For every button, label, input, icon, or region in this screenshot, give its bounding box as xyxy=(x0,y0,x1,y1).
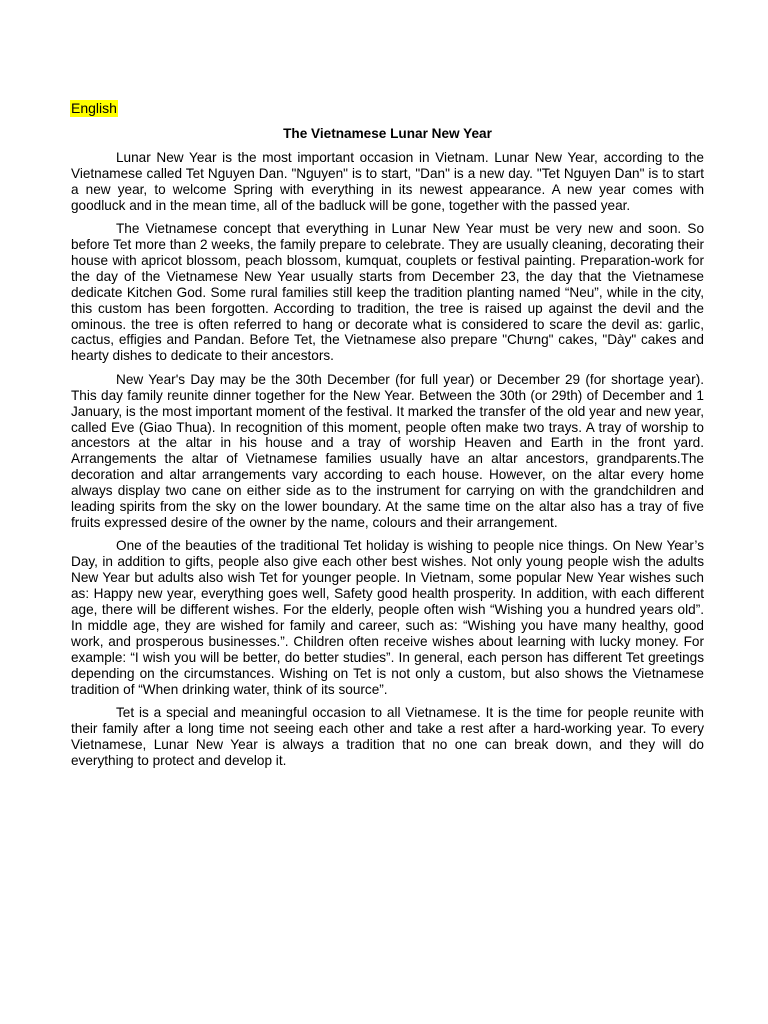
paragraph-intro: Lunar New Year is the most important occasion in Vietnam. Lunar New Year, according to the Vietnamese called Tet Nguyen Dan. "Nguyen" is to start, "Dan" is a new day. "Tet Nguyen Dan" is to start a new year, to welcome Spring with everything in its newest appearance. A new year comes with goodluck and in the mean time, all of the badluck will be gone, together with the passed year. xyxy=(71,150,704,213)
paragraph-wishes: One of the beauties of the traditional Tet holiday is wishing to people nice things. On New Year’s Day, in addition to gifts, people also give each other best wishes. Not only young people wish the adults New Year but adults also wish Tet for younger people. In Vietnam, some popular New Year wishes such as: Happy new year, everything goes well, Safety good health prosperity. In addition, with each different age, there will be different wishes. For the elderly, people often wish “Wishing you a hundred years old”. In middle age, they are wished for family and career, such as: “Wishing you have many healthy, good work, and prosperous businesses.”. Children often receive wishes about learning with lucky money. For example: “I wish you will be better, do better studies”. In general, each person has different Tet greetings depending on the circumstances. Wishing on Tet is not only a custom, but also shows the Vietnamese tradition of “When drinking water, think of its source”. xyxy=(71,538,704,697)
paragraph-preparation: The Vietnamese concept that everything in Lunar New Year must be very new and soon. So before Tet more than 2 weeks, the family prepare to celebrate. They are usually cleaning, decorating their house with apricot blossom, peach blossom, kumquat, couplets or festival painting. Preparation-work for the day of the Vietnamese New Year usually starts from December 23, the day that the Vietnamese dedicate Kitchen God. Some rural families still keep the tradition planting named “Neu”, while in the city, this custom has been forgotten. According to tradition, the tree is raised up against the devil and the ominous. the tree is often referred to hang or decorate what is considered to scare the devil as: garlic, cactus, effigies and Pandan. Before Tet, the Vietnamese also prepare "Chưng" cakes, "Dày" cakes and hearty dishes to dedicate to their ancestors. xyxy=(71,221,704,364)
paragraph-conclusion: Tet is a special and meaningful occasion to all Vietnamese. It is the time for people reunite with their family after a long time not seeing each other and take a rest after a hard-working year. To every Vietnamese, Lunar New Year is always a tradition that no one can break down, and they will do everything to protect and develop it. xyxy=(71,704,704,768)
language-tag-row xyxy=(71,100,704,125)
language-tag: English xyxy=(71,100,117,116)
document-title: The Vietnamese Lunar New Year xyxy=(283,126,492,141)
paragraph-new-years-day: New Year's Day may be the 30th December (for full year) or December 29 (for shortage year). This day family reunite dinner together for the New Year. Between the 30th (or 29th) of December and 1 January, is the most important moment of the festival. It marked the transfer of the old year and new year, called Eve (Giao Thua). In recognition of this moment, people often make two trays. A tray of worship to ancestors at the altar in his house and a tray of worship Heaven and Earth in the front yard. Arrangements the altar of Vietnamese families usually have an altar ancestors, grandparents.The decoration and altar arrangements vary according to each house. However, on the altar every home always display two cane on either side as to the instrument for carrying on with the grandchildren and leading spirits from the sky on the lower boundary. At the same time on the altar also has a tray of five fruits expressed desire of the owner by the name, colours and their arrangement. xyxy=(71,371,704,530)
document-body xyxy=(71,100,704,776)
